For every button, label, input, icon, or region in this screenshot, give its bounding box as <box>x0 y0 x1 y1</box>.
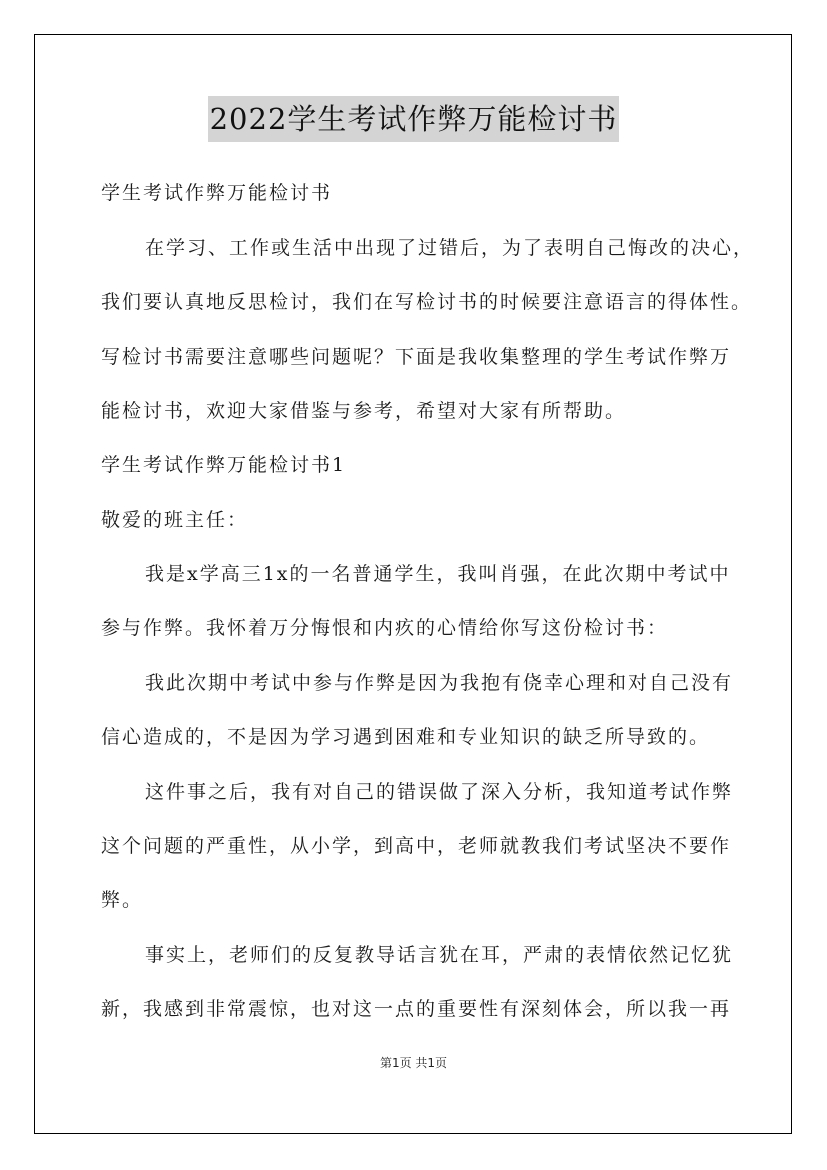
salutation: 敬爱的班主任： <box>101 509 249 531</box>
paragraph-line: 我此次期中考试中参与作弊是因为我抱有侥幸心理和对自己没有 <box>145 672 734 694</box>
paragraph-line: 写检讨书需要注意哪些问题呢？下面是我收集整理的学生考试作弊万 <box>101 346 732 368</box>
page-footer: 第1页 共1页 <box>379 1056 448 1070</box>
paragraph-line: 信心造成的，不是因为学习遇到困难和专业知识的缺乏所导致的。 <box>101 726 711 748</box>
paragraph-line: 我是x学高三1x的一名普通学生，我叫肖强，在此次期中考试中 <box>145 563 731 585</box>
paragraph-line: 参与作弊。我怀着万分悔恨和内疚的心情给你写这份检讨书： <box>101 617 669 639</box>
paragraph-line: 在学习、工作或生活中出现了过错后，为了表明自己悔改的决心， <box>145 237 755 259</box>
paragraph-line: 弊。 <box>101 889 144 911</box>
paragraph-line: 能检讨书，欢迎大家借鉴与参考，希望对大家有所帮助。 <box>101 400 627 422</box>
document-title: 2022学生考试作弊万能检讨书 <box>208 96 620 142</box>
paragraph-line: 这件事之后，我有对自己的错误做了深入分析，我知道考试作弊 <box>145 781 734 803</box>
paragraph-line: 新，我感到非常震惊，也对这一点的重要性有深刻体会，所以我一再 <box>101 998 732 1020</box>
paragraph-line: 我们要认真地反思检讨，我们在写检讨书的时候要注意语言的得体性。 <box>101 291 753 313</box>
paragraph-line: 这个问题的严重性，从小学，到高中，老师就教我们考试坚决不要作 <box>101 835 732 857</box>
subtitle-line: 学生考试作弊万能检讨书 <box>101 182 333 204</box>
paragraph-line: 事实上，老师们的反复教导话言犹在耳，严肃的表情依然记忆犹 <box>145 944 734 966</box>
title-container <box>0 96 827 142</box>
section-heading: 学生考试作弊万能检讨书1 <box>101 454 347 476</box>
